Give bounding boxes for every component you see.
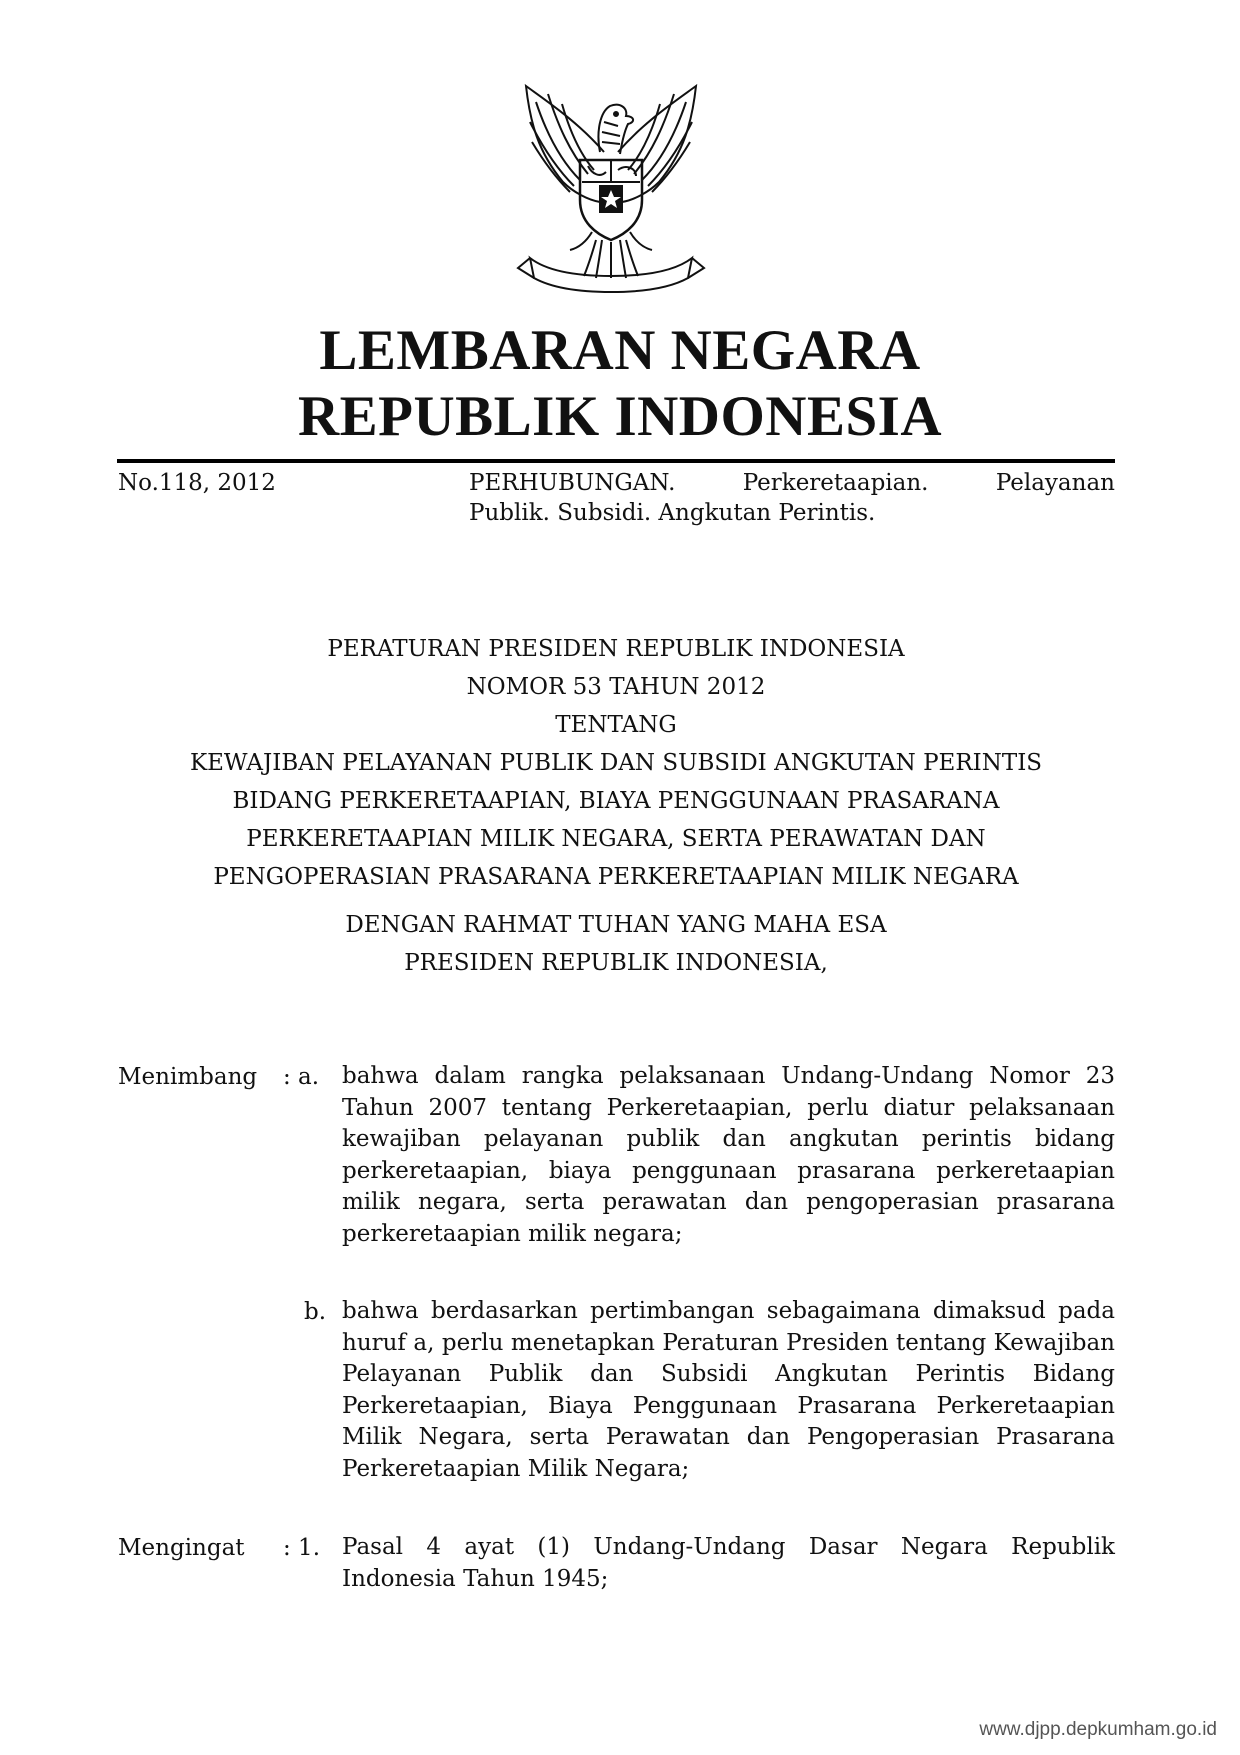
garuda-emblem-icon — [508, 82, 714, 300]
gazette-title-line1: LEMBARAN NEGARA — [319, 319, 921, 382]
heading-line: BIDANG PERKERETAAPIAN, BIAYA PENGGUNAAN PRASARANA — [232, 788, 1000, 814]
heading-line: PENGOPERASIAN PRASARANA PERKERETAAPIAN MILIK NEGARA — [213, 864, 1019, 890]
menimbang-marker-a: : a. — [283, 1064, 320, 1090]
subject-line1 — [469, 468, 1115, 498]
menimbang-marker-b: b. — [304, 1299, 327, 1325]
menimbang-item-b: bahwa berdasarkan pertimbangan sebagaimana dimaksud pada huruf a, perlu menetapkan Peraturan Presiden tentang Kewajiban Pelayanan Publik dan Subsidi Angkutan Perintis Bidang Perkeretaapian, Biaya Penggunaan Prasarana Perkeretaapian Milik Negara, serta Perawatan dan Pengoperasian Prasarana Perkeretaapian Milik Negara; — [342, 1298, 1115, 1482]
mengingat-marker-1: : 1. — [283, 1535, 321, 1561]
gazette-title-line2: REPUBLIK INDONESIA — [297, 385, 943, 448]
heading-line: TENTANG — [555, 712, 677, 738]
gazette-subject — [469, 468, 1115, 528]
heading-line: PERATURAN PRESIDEN REPUBLIK INDONESIA — [327, 636, 905, 662]
mengingat-label: Mengingat — [118, 1535, 245, 1561]
subject-word: Pelayanan — [995, 470, 1115, 496]
heading-line: NOMOR 53 TAHUN 2012 — [466, 674, 766, 700]
subject-line2: Publik. Subsidi. Angkutan Perintis. — [469, 500, 876, 526]
heading-line: PERKERETAAPIAN MILIK NEGARA, SERTA PERAWATAN DAN — [246, 826, 986, 852]
gazette-title — [0, 318, 1240, 450]
subject-word: PERHUBUNGAN. — [469, 470, 676, 496]
heading-line: DENGAN RAHMAT TUHAN YANG MAHA ESA — [345, 912, 887, 938]
menimbang-item-a: bahwa dalam rangka pelaksanaan Undang-Undang Nomor 23 Tahun 2007 tentang Perkeretaapian, perlu diatur pelaksanaan kewajiban pelayanan publik dan angkutan perintis bidang perkeretaapian, biaya penggunaan prasarana perkeretaapian milik negara, serta perawatan dan pengoperasian prasarana perkeretaapian milik negara; — [342, 1063, 1115, 1247]
source-watermark: www.djpp.depkumham.go.id — [979, 1719, 1217, 1740]
subject-word: Perkeretaapian. — [742, 470, 929, 496]
heading-line: PRESIDEN REPUBLIK INDONESIA, — [404, 950, 828, 976]
heading-line: KEWAJIBAN PELAYANAN PUBLIK DAN SUBSIDI ANGKUTAN PERINTIS — [189, 750, 1043, 776]
regulation-heading — [117, 630, 1115, 982]
gazette-number: No.118, 2012 — [118, 470, 276, 496]
header-divider — [117, 459, 1115, 463]
menimbang-label: Menimbang — [118, 1064, 258, 1090]
mengingat-item-1: Pasal 4 ayat (1) Undang-Undang Dasar Negara Republik Indonesia Tahun 1945; — [342, 1534, 1115, 1592]
